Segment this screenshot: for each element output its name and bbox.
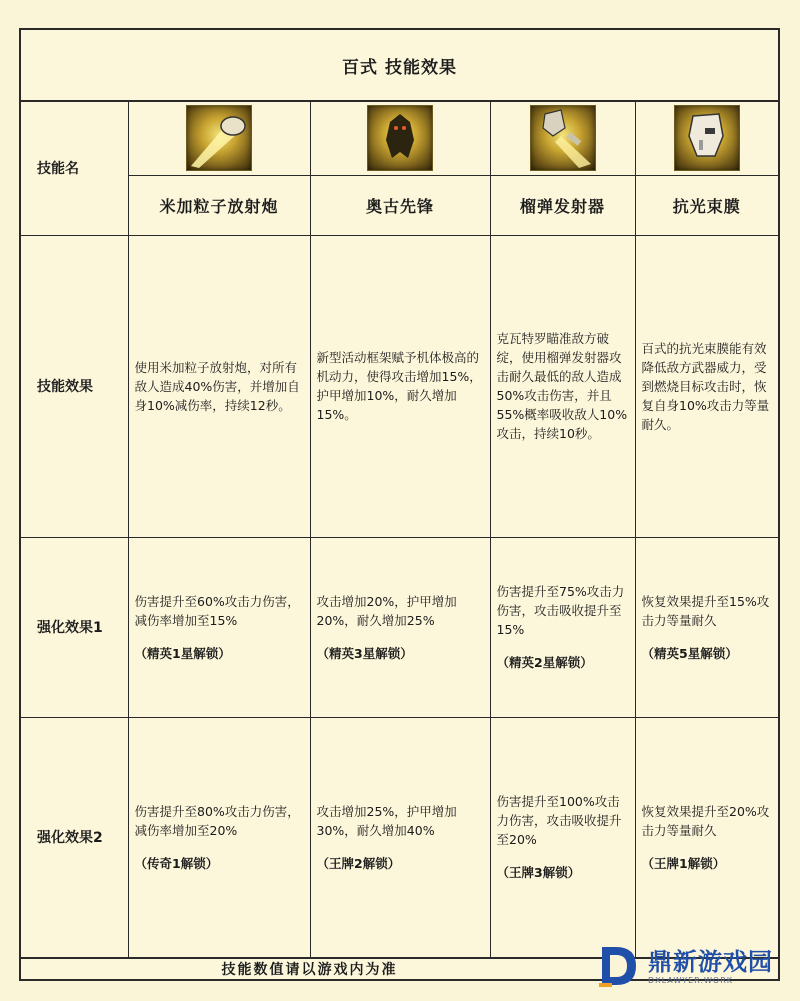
enhance-text: 恢复效果提升至15%攻击力等量耐久 [641,593,770,628]
enhance2-row [21,717,778,957]
effect-row [21,235,778,537]
enhance-text: 恢复效果提升至20%攻击力等量耐久 [641,803,770,838]
footer-note: 技能数值请以游戏内为准 [21,957,778,979]
anti-beam-coating-icon [674,105,740,171]
row-label-effect: 技能效果 [21,235,128,537]
unlock-condition: （精英1星解锁） [134,645,231,661]
enhance-text: 伤害提升至75%攻击力伤害，攻击吸收提升至15% [496,584,625,637]
unlock-condition: （精英2星解锁） [496,655,593,670]
skill-table [21,102,778,958]
site-logo-icon [596,943,642,989]
unlock-condition: （王牌1解锁） [641,855,726,871]
effect-text: 新型活动框架赋予机体极高的机动力，使得攻击增加15%，护甲增加10%，耐久增加15%。 [310,235,490,537]
unlock-condition: （王牌3解锁） [496,865,581,880]
mega-particle-cannon-icon [186,105,252,171]
row-label-enhance2: 强化效果2 [21,717,128,957]
enhance-text: 伤害提升至80%攻击力伤害，减伤率增加至20% [134,803,300,838]
watermark-en: DXLAWYER.WORK [648,975,733,985]
row-label-enhance1: 强化效果1 [21,537,128,717]
unlock-condition: （传奇1解锁） [134,855,219,871]
effect-text: 使用米加粒子放射炮，对所有敌人造成40%伤害，并增加自身10%减伤率，持续12秒。 [128,235,310,537]
enhance1-row [21,537,778,717]
grenade-launcher-icon [530,105,596,171]
skill-name: 奥古先锋 [310,175,490,235]
table-title: 百式 技能效果 [21,30,778,102]
enhance-text: 伤害提升至60%攻击力伤害，减伤率增加至15% [134,593,300,628]
row-label-name: 技能名 [21,102,128,235]
skill-table-frame [19,28,780,981]
icon-row [21,102,778,175]
site-watermark [596,937,786,995]
enhance-text: 攻击增加25%，护甲增加30%，耐久增加40% [316,803,457,838]
unlock-condition: （精英3星解锁） [316,645,413,661]
skill-name-row [21,175,778,235]
enhance-text: 伤害提升至100%攻击力伤害，攻击吸收提升至20% [496,794,622,847]
ancient-vanguard-icon [367,105,433,171]
effect-text: 克瓦特罗瞄准敌方破绽，使用榴弹发射器攻击耐久最低的敌人造成50%攻击伤害，并且55%概率吸收敌人10%攻击，持续10秒。 [490,235,635,537]
watermark-cn: 鼎新游戏园 [648,947,773,976]
unlock-condition: （王牌2解锁） [316,855,401,871]
skill-name: 榴弹发射器 [490,175,635,235]
effect-text: 百式的抗光束膜能有效降低敌方武器威力，受到燃烧目标攻击时，恢复自身10%攻击力等量耐久。 [635,235,778,537]
skill-name: 米加粒子放射炮 [128,175,310,235]
skill-name: 抗光束膜 [635,175,778,235]
unlock-condition: （精英5星解锁） [641,645,738,661]
enhance-text: 攻击增加20%，护甲增加20%，耐久增加25% [316,593,457,628]
